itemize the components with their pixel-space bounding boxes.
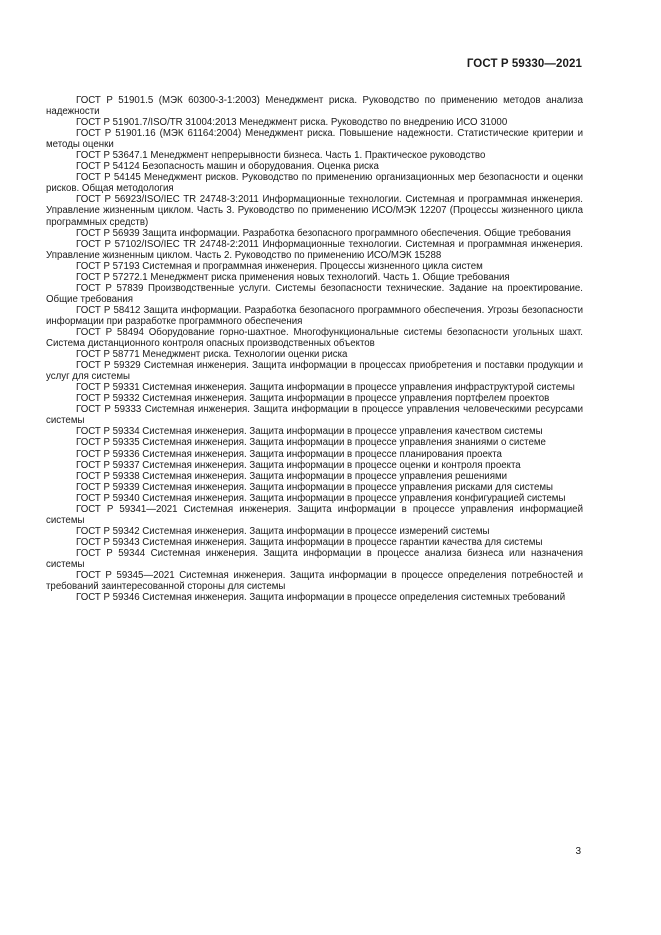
reference-entry: ГОСТ Р 54124 Безопасность машин и оборудования. Оценка риска: [76, 161, 379, 173]
reference-entry: ГОСТ Р 51901.7/ISO/TR 31004:2013 Менеджмент риска. Руководство по внедрению ИСО 31000: [76, 117, 508, 129]
reference-entry: ГОСТ Р 51901.5 (МЭК 60300-3-1:2003) Менеджмент риска. Руководство по применению методов анализа надежности: [46, 95, 583, 118]
reference-entry: ГОСТ Р 59333 Системная инженерия. Защита информации в процессе управления человеческими ресурсами системы: [46, 404, 583, 427]
reference-entry: ГОСТ Р 56923/ISO/IEC TR 24748-3:2011 Информационные технологии. Системная и программная инженерия. Управление жизненным циклом. Часть 3. Руководство по применению ИСО/МЭК 12207 (Процессы жизненного цикла программных средств): [46, 194, 583, 228]
reference-entry: ГОСТ Р 57272.1 Менеджмент риска применения новых технологий. Часть 1. Общие требования: [76, 271, 510, 283]
reference-entry: ГОСТ Р 59336 Системная инженерия. Защита информации в процессе планирования проекта: [76, 448, 502, 460]
reference-entry: ГОСТ Р 58771 Менеджмент риска. Технологии оценки риска: [76, 349, 348, 361]
reference-entry: ГОСТ Р 59332 Системная инженерия. Защита информации в процессе управления портфелем проектов: [76, 393, 550, 405]
reference-entry: ГОСТ Р 59342 Системная инженерия. Защита информации в процессе измерений системы: [76, 525, 490, 537]
reference-entry: ГОСТ Р 59341—2021 Системная инженерия. Защита информации в процессе управления информацией системы: [46, 503, 583, 526]
reference-entry: ГОСТ Р 58412 Защита информации. Разработка безопасного программного обеспечения. Угрозы безопасности информации при разработке программного обеспечения: [46, 304, 583, 327]
reference-entry: ГОСТ Р 59331 Системная инженерия. Защита информации в процессе управления инфраструктурой системы: [76, 382, 575, 394]
reference-entry: ГОСТ Р 59344 Системная инженерия. Защита информации в процессе анализа бизнеса или назначения системы: [46, 547, 583, 570]
reference-entry: ГОСТ Р 59337 Системная инженерия. Защита информации в процессе оценки и контроля проекта: [76, 459, 521, 471]
normative-references-list: [46, 95, 583, 603]
reference-entry: ГОСТ Р 53647.1 Менеджмент непрерывности бизнеса. Часть 1. Практическое руководство: [76, 150, 486, 162]
reference-entry: ГОСТ Р 54145 Менеджмент рисков. Руководство по применению организационных мер безопасности и оценки рисков. Общая методология: [46, 172, 583, 195]
reference-entry: ГОСТ Р 59329 Системная инженерия. Защита информации в процессах приобретения и поставки продукции и услуг для системы: [46, 360, 583, 383]
reference-entry: ГОСТ Р 51901.16 (МЭК 61164:2004) Менеджмент риска. Повышение надежности. Статистические критерии и методы оценки: [46, 128, 583, 151]
reference-entry: ГОСТ Р 56939 Защита информации. Разработка безопасного программного обеспечения. Общие требования: [76, 227, 571, 239]
reference-entry: ГОСТ Р 59345—2021 Системная инженерия. Защита информации в процессе определения потребностей и требований заинтересованной стороны для системы: [46, 570, 583, 593]
document-designation: ГОСТ Р 59330—2021: [466, 58, 582, 70]
reference-entry: ГОСТ Р 58494 Оборудование горно-шахтное. Многофункциональные системы безопасности угольных шахт. Система дистанционного контроля опасных производственных объектов: [46, 326, 583, 350]
reference-entry: ГОСТ Р 57193 Системная и программная инженерия. Процессы жизненного цикла систем: [76, 260, 483, 272]
reference-entry: ГОСТ Р 59334 Системная инженерия. Защита информации в процессе управления качеством системы: [76, 426, 543, 438]
reference-entry: ГОСТ Р 59339 Системная инженерия. Защита информации в процессе управления рисками для системы: [76, 481, 553, 493]
reference-entry: ГОСТ Р 59343 Системная инженерия. Защита информации в процессе гарантии качества для системы: [76, 536, 543, 548]
reference-entry: ГОСТ Р 59338 Системная инженерия. Защита информации в процессе управления решениями: [76, 470, 508, 482]
page-number: 3: [575, 846, 581, 857]
reference-entry: ГОСТ Р 59346 Системная инженерия. Защита информации в процессе определения системных требований: [76, 592, 566, 604]
reference-entry: ГОСТ Р 57102/ISO/IEC TR 24748-2:2011 Информационные технологии. Системная и программная инженерия. Управление жизненным циклом. Часть 2. Руководство по применению ИСО/МЭК 15288: [46, 238, 583, 261]
reference-entry: ГОСТ Р 59335 Системная инженерия. Защита информации в процессе управления знаниями о системе: [76, 437, 546, 449]
reference-entry: ГОСТ Р 57839 Производственные услуги. Системы безопасности технические. Задание на проектирование. Общие требования: [46, 282, 583, 305]
reference-entry: ГОСТ Р 59340 Системная инженерия. Защита информации в процессе управления конфигурацией системы: [76, 492, 566, 504]
